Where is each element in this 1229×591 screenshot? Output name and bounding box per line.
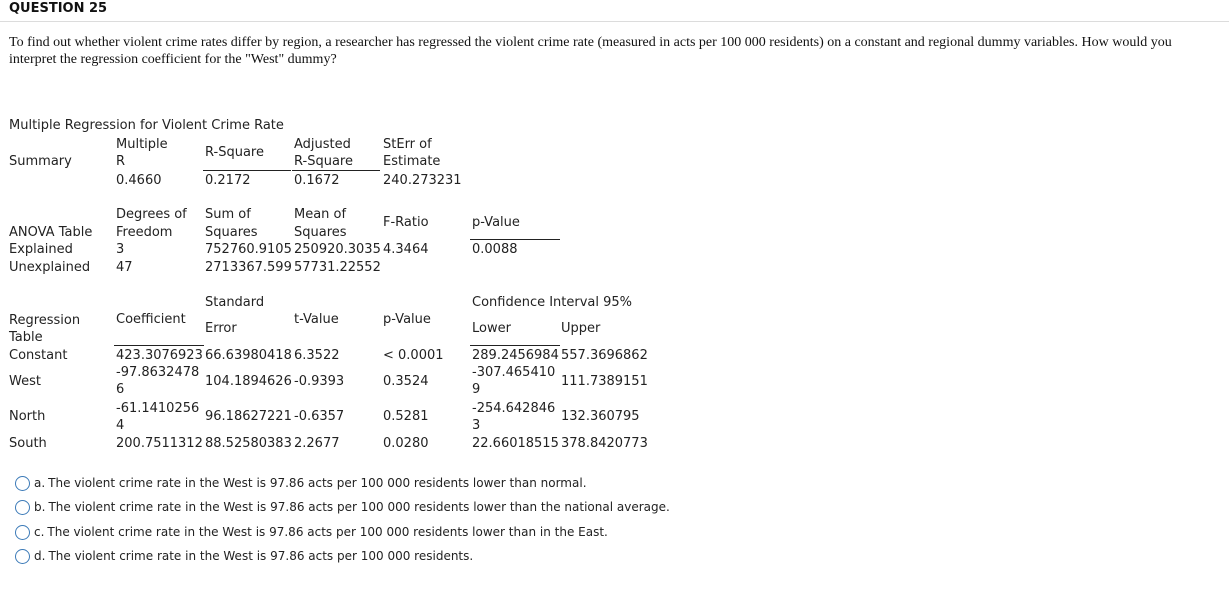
reg-underline-lower: [470, 345, 560, 346]
question-title: QUESTION 25: [9, 1, 108, 16]
radio-button-a[interactable]: [15, 476, 30, 491]
reg-constant-upper: 557.3696862: [561, 348, 648, 363]
reg-header-standard: Standard: [205, 295, 265, 310]
reg-north-coef-line2: 4: [116, 418, 125, 433]
reg-constant-se: 66.63980418: [205, 348, 292, 363]
summary-header-rsquare: R-Square: [205, 145, 264, 160]
answer-option-d[interactable]: [15, 546, 473, 566]
reg-south-upper: 378.8420773: [561, 436, 648, 451]
reg-constant-t: 6.3522: [294, 348, 340, 363]
reg-north-lower-line1: -254.642846: [472, 401, 556, 416]
reg-west-coef-line2: 6: [116, 382, 125, 397]
reg-underline-coefficient: [114, 345, 204, 346]
anova-unexplained-label: Unexplained: [9, 260, 91, 275]
anova-header-mean: Mean of: [294, 207, 347, 222]
reg-table-label-table: Table: [9, 330, 43, 345]
reg-header-upper: Upper: [561, 321, 601, 336]
question-text: To find out whether violent crime rates differ by region, a researcher has regressed the violent crime rate (measured in acts per 100 000 residents) on a constant and regional dummy variables. How would you interpret the regression coefficient for the "West" dummy?: [9, 35, 1172, 67]
reg-constant-label: Constant: [9, 348, 68, 363]
summary-r-square: 0.2172: [205, 173, 251, 188]
reg-north-t: -0.6357: [294, 409, 345, 424]
radio-button-b[interactable]: [15, 500, 30, 515]
summary-header-estimate: Estimate: [383, 154, 441, 169]
reg-west-lower-line2: 9: [472, 382, 481, 397]
option-letter: a.: [34, 476, 46, 490]
answer-option-a[interactable]: [15, 473, 587, 493]
option-letter: b.: [34, 500, 46, 514]
reg-table-label-regression: Regression: [9, 313, 81, 328]
anova-header-sum: Sum of: [205, 207, 251, 222]
option-letter: c.: [34, 525, 45, 539]
option-text: The violent crime rate in the West is 97.86 acts per 100 000 residents lower than the national average.: [48, 500, 670, 514]
reg-north-p: 0.5281: [383, 409, 429, 424]
anova-header-degrees: Degrees of: [116, 207, 187, 222]
option-text: The violent crime rate in the West is 97.86 acts per 100 000 residents lower than in the East.: [47, 525, 608, 539]
reg-header-confidence-interval: Confidence Interval 95%: [472, 295, 633, 310]
question-header: [0, 0, 1229, 22]
reg-south-label: South: [9, 436, 47, 451]
option-letter: d.: [34, 549, 46, 563]
summary-adjusted-r-square: 0.1672: [294, 173, 340, 188]
summary-underline-rsquare: [203, 170, 291, 171]
anova-explained-p: 0.0088: [472, 242, 518, 257]
anova-header-p-value: p-Value: [472, 215, 520, 230]
output-title: Multiple Regression for Violent Crime Rate: [9, 118, 284, 133]
option-text: The violent crime rate in the West is 97.86 acts per 100 000 residents.: [48, 549, 474, 563]
anova-header-f-ratio: F-Ratio: [383, 215, 429, 230]
reg-west-coef-line1: -97.8632478: [116, 365, 200, 380]
anova-unexplained-ss: 2713367.599: [205, 260, 292, 275]
summary-header-r: R: [116, 154, 126, 169]
reg-south-se: 88.52580383: [205, 436, 292, 451]
anova-header-freedom: Freedom: [116, 225, 173, 240]
option-text: The violent crime rate in the West is 97.86 acts per 100 000 residents lower than normal.: [48, 476, 587, 490]
reg-header-coefficient: Coefficient: [116, 312, 186, 327]
reg-west-label: West: [9, 374, 41, 389]
anova-explained-df: 3: [116, 242, 125, 257]
summary-row-label: Summary: [9, 154, 72, 169]
anova-table-label: ANOVA Table: [9, 225, 93, 240]
reg-north-lower-line2: 3: [472, 418, 481, 433]
summary-sterr-estimate: 240.273231: [383, 173, 462, 188]
answer-option-b[interactable]: [15, 497, 670, 517]
reg-header-error: Error: [205, 321, 237, 336]
reg-north-se: 96.18627221: [205, 409, 292, 424]
radio-button-d[interactable]: [15, 549, 30, 564]
reg-header-p-value: p-Value: [383, 312, 431, 327]
summary-header-adjusted: Adjusted: [294, 137, 351, 152]
reg-south-coef: 200.7511312: [116, 436, 203, 451]
anova-unexplained-df: 47: [116, 260, 133, 275]
anova-unexplained-ms: 57731.22552: [294, 260, 381, 275]
reg-north-upper: 132.360795: [561, 409, 640, 424]
anova-header-sum-squares: Squares: [205, 225, 258, 240]
radio-button-c[interactable]: [15, 525, 30, 540]
summary-header-sterr: StErr of: [383, 137, 432, 152]
reg-west-t: -0.9393: [294, 374, 345, 389]
reg-constant-coef: 423.3076923: [116, 348, 203, 363]
reg-west-lower-line1: -307.465410: [472, 365, 556, 380]
reg-constant-lower: 289.2456984: [472, 348, 559, 363]
anova-explained-ms: 250920.3035: [294, 242, 381, 257]
anova-explained-label: Explained: [9, 242, 73, 257]
anova-explained-f: 4.3464: [383, 242, 429, 257]
reg-west-p: 0.3524: [383, 374, 429, 389]
reg-south-t: 2.2677: [294, 436, 340, 451]
reg-south-lower: 22.66018515: [472, 436, 559, 451]
summary-header-adjusted-rsquare: R-Square: [294, 154, 353, 169]
reg-north-coef-line1: -61.1410256: [116, 401, 200, 416]
reg-constant-p: < 0.0001: [383, 348, 444, 363]
reg-west-upper: 111.7389151: [561, 374, 648, 389]
reg-south-p: 0.0280: [383, 436, 429, 451]
summary-underline-adjusted: [292, 170, 380, 171]
reg-north-label: North: [9, 409, 46, 424]
anova-explained-ss: 752760.9105: [205, 242, 292, 257]
summary-multiple-r: 0.4660: [116, 173, 162, 188]
reg-west-se: 104.1894626: [205, 374, 292, 389]
reg-header-lower: Lower: [472, 321, 511, 336]
answer-option-c[interactable]: [15, 522, 608, 542]
anova-underline-p-value: [470, 239, 560, 240]
reg-header-t-value: t-Value: [294, 312, 339, 327]
summary-header-multiple: Multiple: [116, 137, 168, 152]
anova-header-mean-squares: Squares: [294, 225, 347, 240]
